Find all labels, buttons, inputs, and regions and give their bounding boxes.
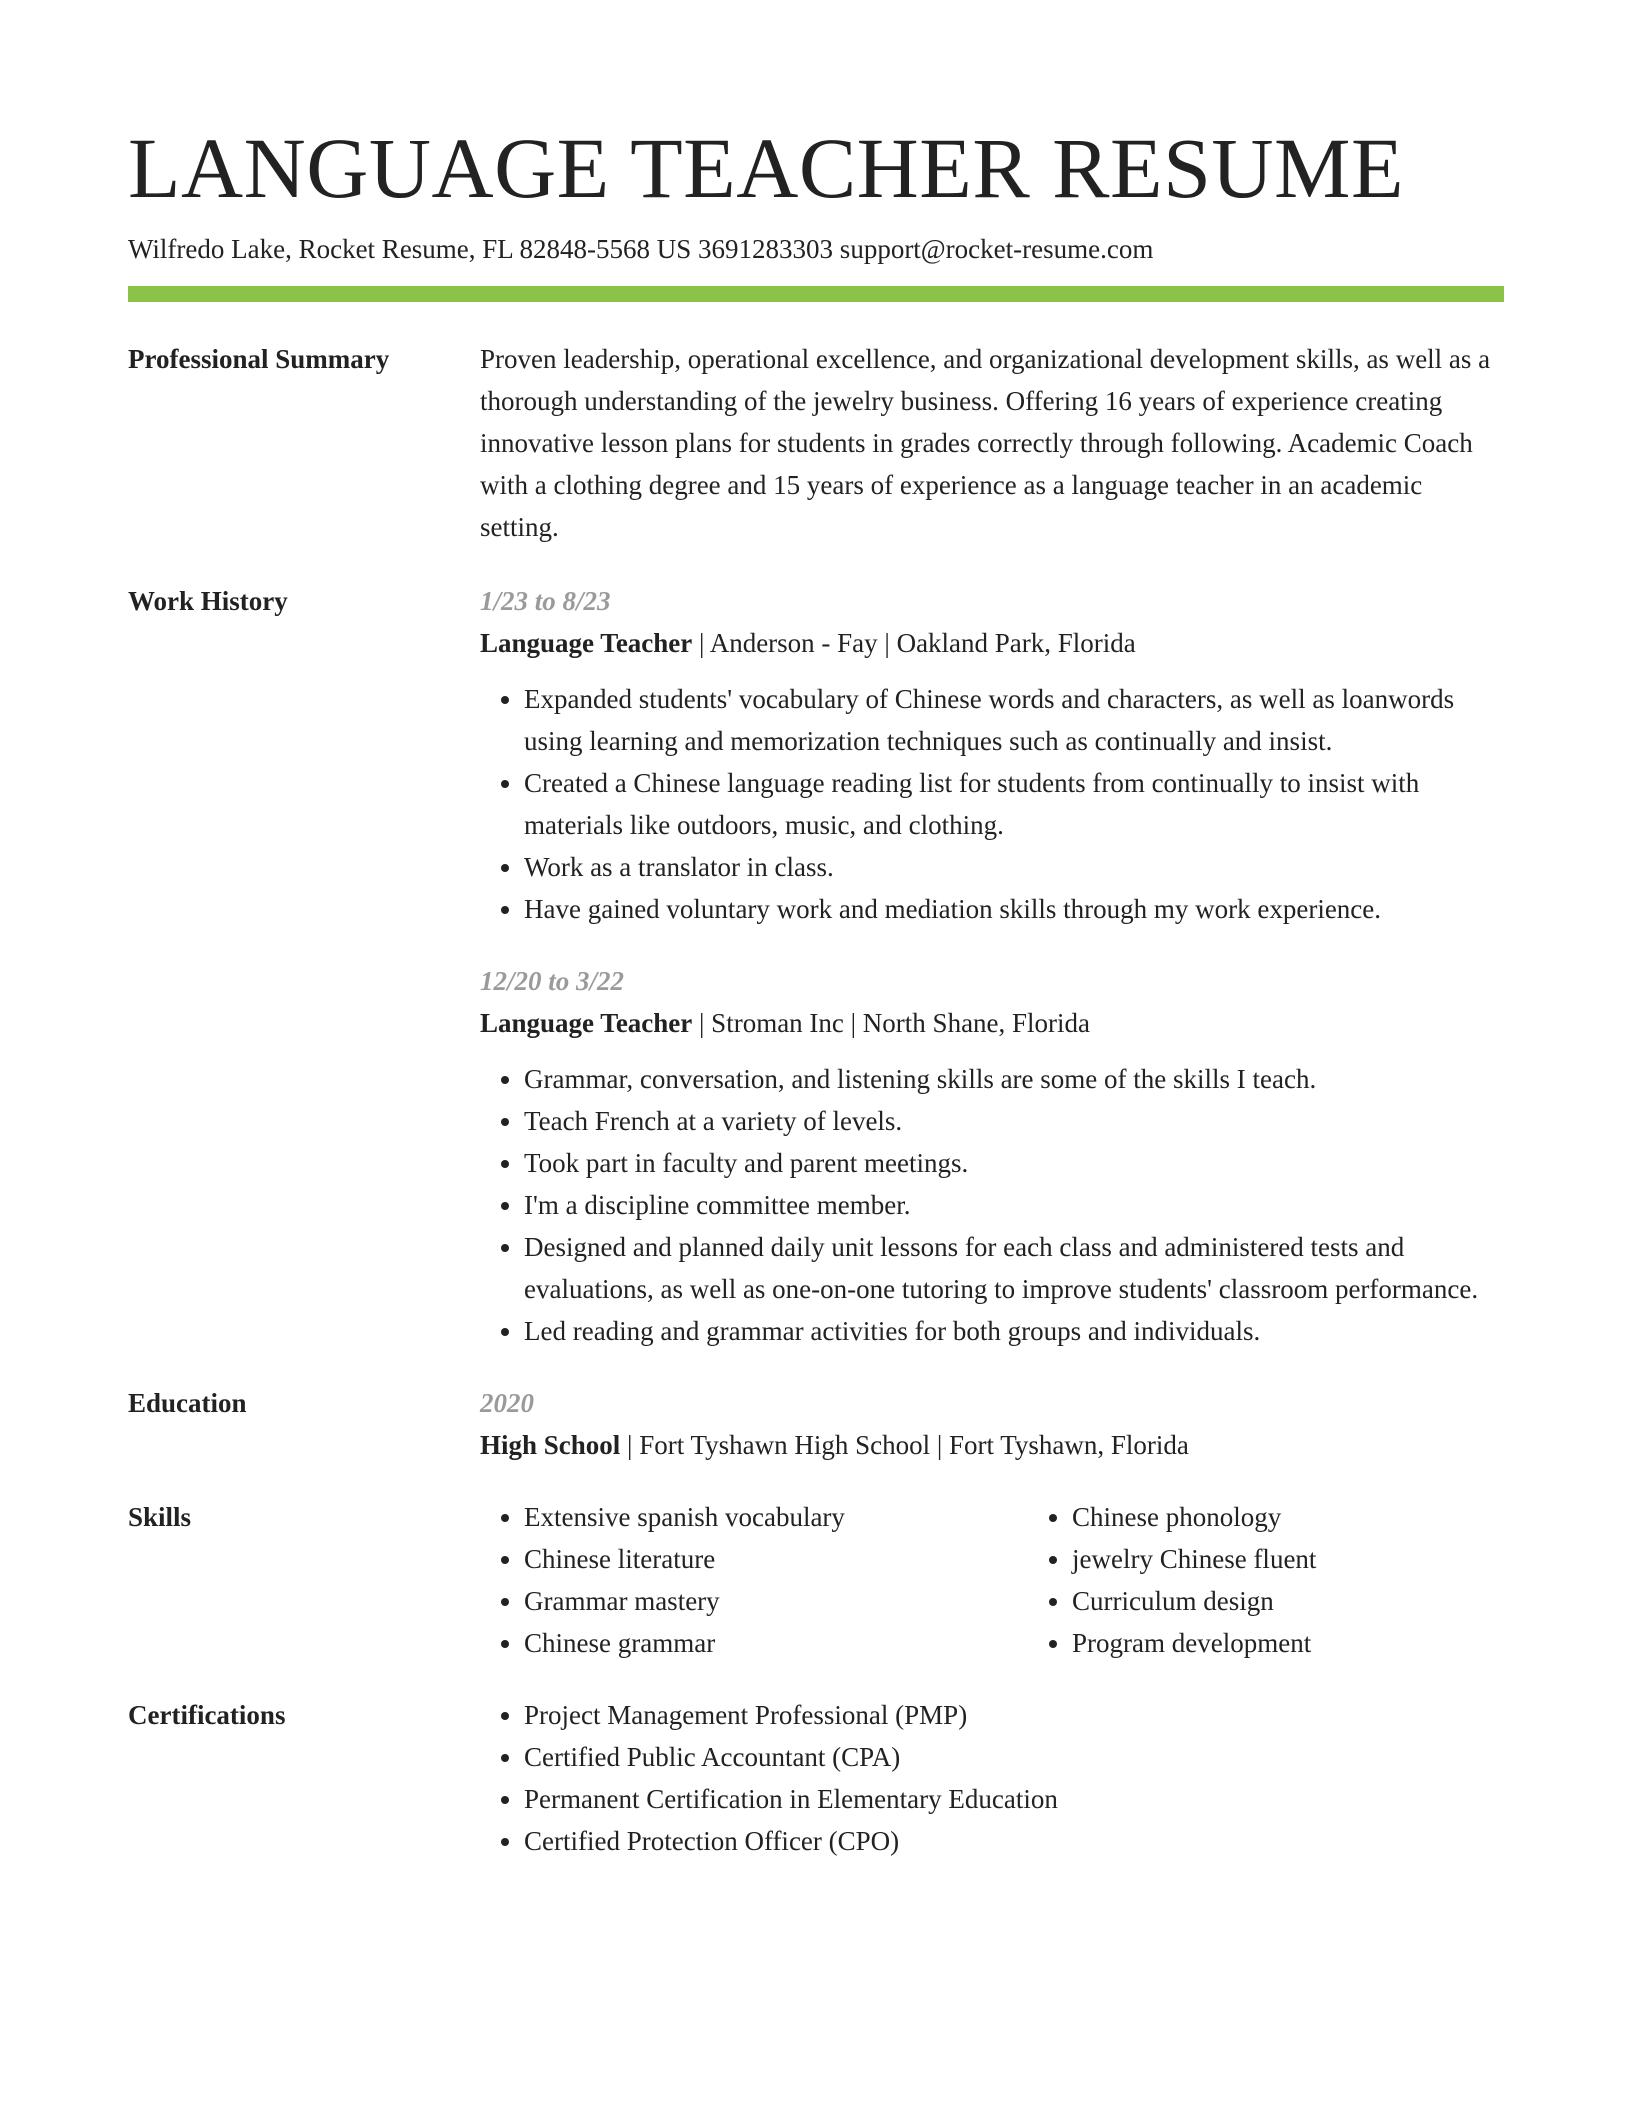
list-item: • Grammar, conversation, and listening skills are some of the skills I teach. [524, 1058, 1504, 1100]
education-heading [480, 1424, 1504, 1466]
list-item: • Expanded students' vocabulary of Chinese words and characters, as well as loanwords using learning and memorization techniques such as continually and insist. [524, 678, 1504, 762]
list-item: • Certified Public Accountant (CPA) [524, 1736, 1504, 1778]
list-item: • Certified Protection Officer (CPO) [524, 1820, 1504, 1862]
skills-grid [480, 1496, 1576, 1664]
education-details: | Fort Tyshawn High School | Fort Tyshawn, Florida [620, 1430, 1189, 1460]
accent-divider [128, 286, 1504, 302]
list-item: • Project Management Professional (PMP) [524, 1694, 1504, 1736]
list-item: • Program development [1072, 1622, 1576, 1664]
job-entry [480, 960, 1504, 1352]
list-item: • Grammar mastery [524, 1580, 1028, 1622]
job-details: | Stroman Inc | North Shane, Florida [692, 1008, 1091, 1038]
skills-list-right [1028, 1496, 1576, 1664]
list-item: • Work as a translator in class. [524, 846, 1504, 888]
list-item: • Chinese literature [524, 1538, 1028, 1580]
list-item: • Created a Chinese language reading list for students from continually to insist with materials like outdoors, music, and clothing. [524, 762, 1504, 846]
certifications-label: Certifications [128, 1700, 286, 1730]
list-item: • Led reading and grammar activities for both groups and individuals. [524, 1310, 1504, 1352]
list-item: • Curriculum design [1072, 1580, 1576, 1622]
list-item: • I'm a discipline committee member. [524, 1184, 1504, 1226]
education-label: Education [128, 1388, 247, 1418]
list-item: • jewelry Chinese fluent [1072, 1538, 1576, 1580]
work-history-content [480, 580, 1504, 1352]
job-bullet-list [480, 1058, 1504, 1352]
skills-label: Skills [128, 1502, 192, 1532]
education-content [480, 1382, 1504, 1466]
list-item: • Have gained voluntary work and mediation skills through my work experience. [524, 888, 1504, 930]
certifications-list [480, 1694, 1504, 1862]
list-item: • Chinese grammar [524, 1622, 1028, 1664]
work-history-section [128, 580, 1504, 1352]
job-heading [480, 1002, 1504, 1044]
job-title: Language Teacher [480, 628, 693, 658]
list-item: • Chinese phonology [1072, 1496, 1576, 1538]
list-item: • Designed and planned daily unit lessons for each class and administered tests and evaluations, as well as one-on-one tutoring to improve students' classroom performance. [524, 1226, 1504, 1310]
list-item: • Teach French at a variety of levels. [524, 1100, 1504, 1142]
summary-text: Proven leadership, operational excellence, and organizational development skills, as well as a thorough understanding of the jewelry business. Offering 16 years of experience creating innovative lesson plans for students in grades correctly through following. Academic Coach with a clothing degree and 15 years of experience as a language teacher in an academic setting. [480, 344, 1491, 542]
summary-label: Professional Summary [128, 344, 390, 374]
education-degree: High School [480, 1430, 621, 1460]
list-item: • Took part in faculty and parent meetings. [524, 1142, 1504, 1184]
list-item: • Extensive spanish vocabulary [524, 1496, 1028, 1538]
certifications-section [128, 1694, 1504, 1862]
job-title: Language Teacher [480, 1008, 693, 1038]
job-entry [480, 580, 1504, 930]
skills-section [128, 1496, 1504, 1664]
resume-page [128, 118, 1504, 1862]
list-item: • Permanent Certification in Elementary Education [524, 1778, 1504, 1820]
job-details: | Anderson - Fay | Oakland Park, Florida [692, 628, 1136, 658]
education-year: 2020 [480, 1388, 534, 1418]
job-heading [480, 622, 1504, 664]
education-section [128, 1382, 1504, 1466]
skills-list-left [480, 1496, 1028, 1664]
job-bullet-list [480, 678, 1504, 930]
work-history-label: Work History [128, 586, 288, 616]
contact-line: Wilfredo Lake, Rocket Resume, FL 82848-5568 US 3691283303 support@rocket-resume.com [128, 234, 1154, 264]
summary-section [128, 338, 1504, 548]
resume-title: LANGUAGE TEACHER RESUME [128, 120, 1405, 216]
job-dates: 1/23 to 8/23 [480, 586, 611, 616]
job-dates: 12/20 to 3/22 [480, 966, 625, 996]
certifications-content [480, 1694, 1504, 1862]
